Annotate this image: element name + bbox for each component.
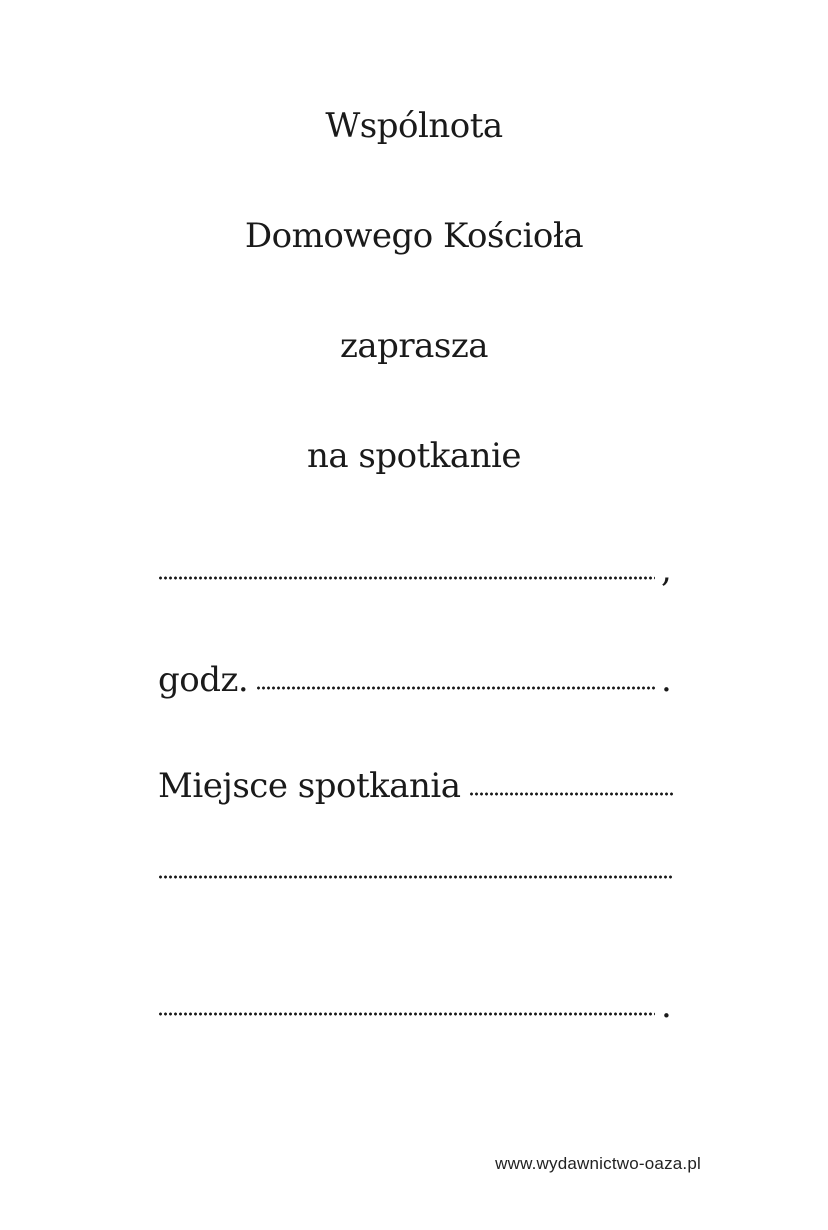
- place-dotted-blank-3: [158, 1011, 655, 1017]
- heading-domestic-church: Domowego Kościoła: [244, 216, 584, 256]
- time-fill-line: [158, 658, 673, 702]
- place-label: Miejsce spotkania: [158, 766, 461, 806]
- place-end-mark: .: [661, 986, 672, 1026]
- place-dotted-blank-2: [158, 874, 673, 880]
- time-dotted-blank: [256, 685, 655, 691]
- date-end-mark: ,: [661, 550, 672, 590]
- place-fill-line-2: [158, 874, 673, 891]
- date-fill-line: [158, 548, 673, 592]
- publisher-website: www.wydawnictwo-oaza.pl: [495, 1154, 701, 1173]
- heading-invites: zaprasza: [339, 326, 489, 366]
- date-dotted-blank: [158, 575, 655, 581]
- heading-community: Wspólnota: [325, 106, 503, 146]
- place-dotted-blank: [469, 791, 673, 797]
- place-fill-line-3: [158, 984, 673, 1028]
- place-fill-line: [158, 764, 673, 808]
- time-end-mark: .: [661, 660, 672, 700]
- heading-to-meeting: na spotkanie: [306, 436, 522, 476]
- time-label: godz.: [158, 660, 249, 700]
